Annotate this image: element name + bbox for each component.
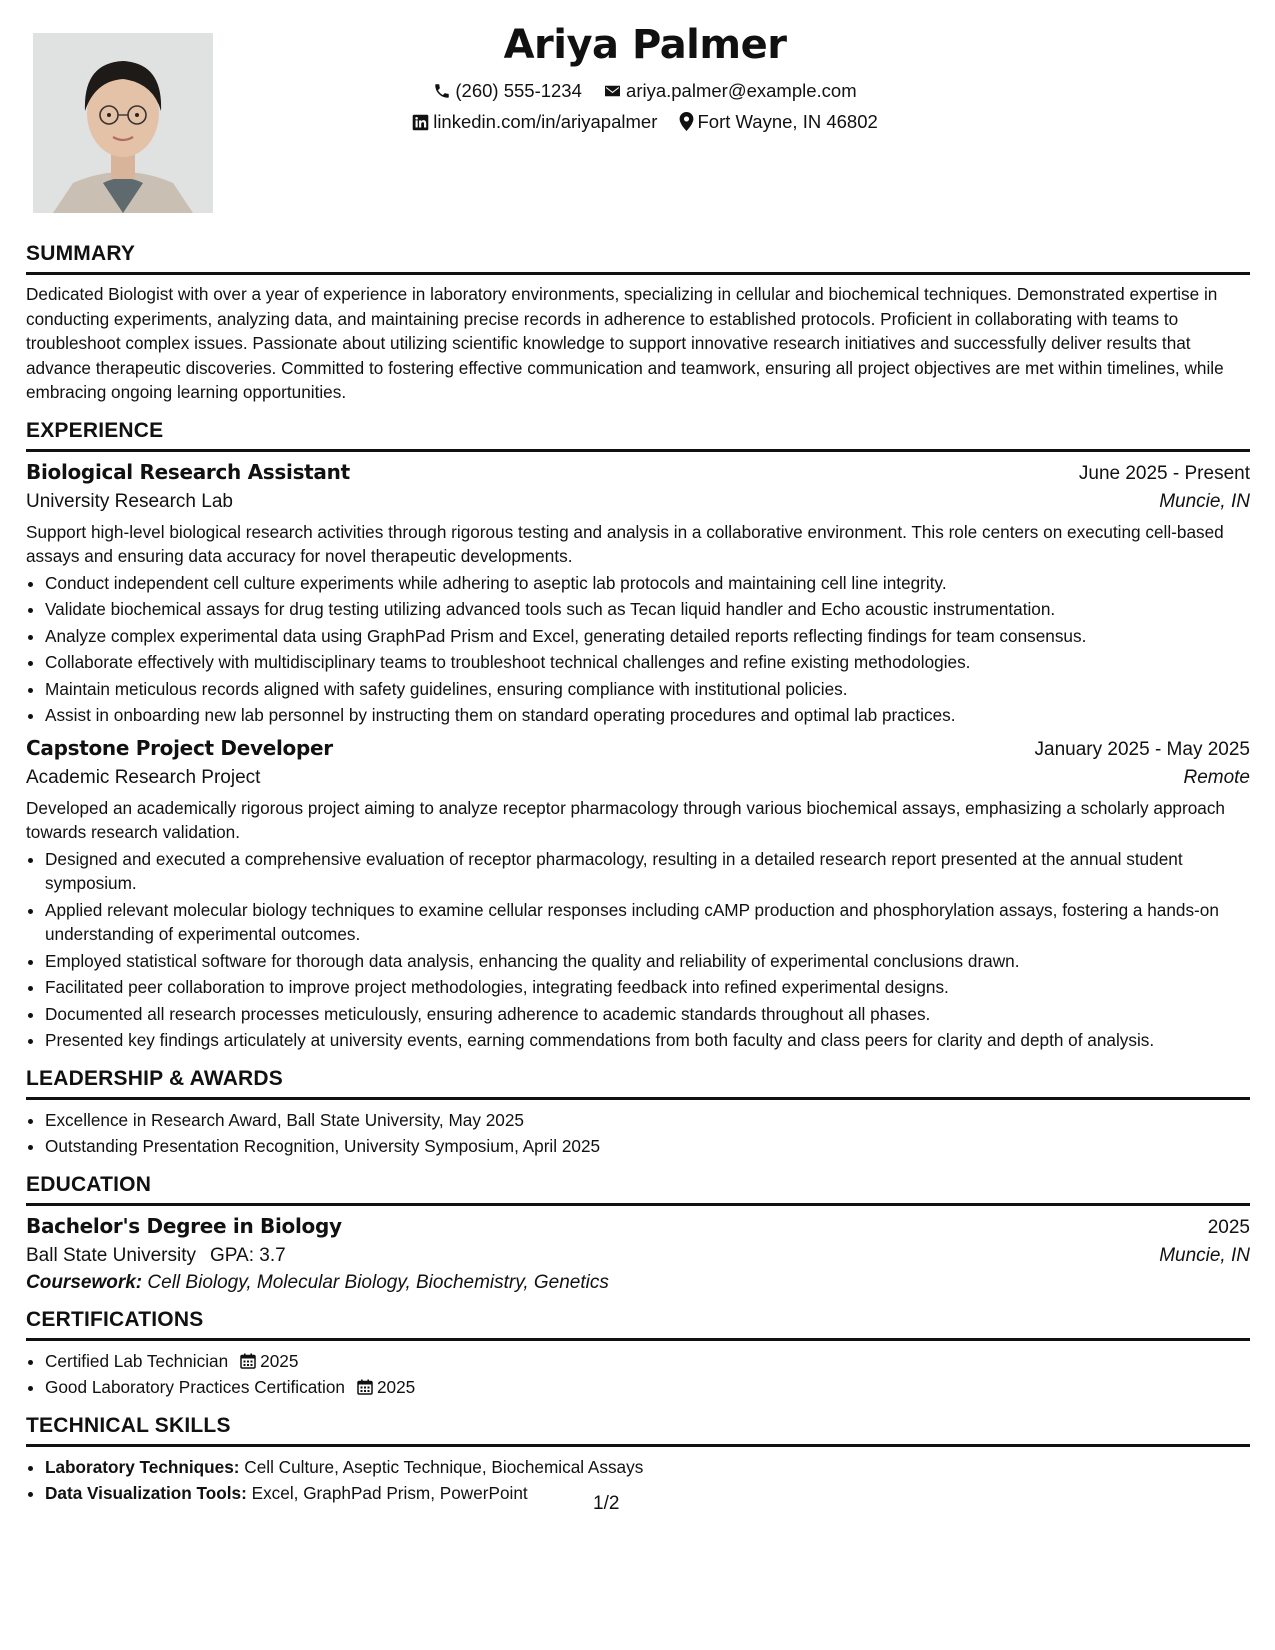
map-pin-icon xyxy=(679,112,694,131)
contact-phone[interactable] xyxy=(433,80,582,102)
summary-text: Dedicated Biologist with over a year of experience in laboratory environments, specializing in cellular and biochemical techniques. Demonstrated expertise in conducting experiments, analyzing data, and maintaining precise records in adherence to established protocols. Proficient in collaborating with teams to troubleshoot complex issues. Passionate about utilizing scientific knowledge to support innovative research initiatives and successfully deliver results that advance therapeutic discoveries. Committed to fostering effective communication and teamwork, ensuring all project objectives are met within timelines, while embracing ongoing learning opportunities. xyxy=(26,284,1224,402)
page-indicator: 1/2 xyxy=(593,1493,620,1514)
job-date: January 2025 - May 2025 xyxy=(1034,738,1250,760)
phone-text: (260) 555-1234 xyxy=(455,80,582,101)
skill-values: Excel, GraphPad Prism, PowerPoint xyxy=(251,1483,528,1503)
job-entry xyxy=(26,736,1250,1053)
job-organization: University Research Lab xyxy=(26,490,233,512)
list-item: • Outstanding Presentation Recognition, University Symposium, April 2025 xyxy=(45,1134,1250,1159)
certification-name: Certified Lab Technician xyxy=(45,1350,229,1371)
school-name: Ball State University xyxy=(26,1244,197,1266)
section-title-skills: TECHNICAL SKILLS xyxy=(26,1414,1250,1447)
job-bullets xyxy=(26,847,1250,1053)
certification-year: 2025 xyxy=(260,1350,299,1371)
list-item: • Conduct independent cell culture experiments while adhering to aseptic lab protocols and maintaining cell line integrity. xyxy=(45,571,1250,596)
contact-location xyxy=(679,111,878,133)
job-organization: Academic Research Project xyxy=(26,766,261,788)
certification-year: 2025 xyxy=(376,1377,416,1397)
section-title-leadership: LEADERSHIP & AWARDS xyxy=(26,1067,1250,1100)
list-item xyxy=(45,1375,1250,1400)
job-date: June 2025 - Present xyxy=(1078,462,1250,484)
coursework xyxy=(26,1272,1250,1294)
skills-list xyxy=(26,1455,1250,1506)
contact-email[interactable] xyxy=(603,80,857,102)
coursework-label: Coursework: xyxy=(26,1271,143,1293)
list-item: • Presented key findings articulately at university events, earning commendations from both faculty and class peers for clarity and depth of analysis. xyxy=(45,1028,1250,1053)
list-item: • Collaborate effectively with multidisciplinary teams to troubleshoot technical challenges and refine existing methodologies. xyxy=(45,650,1250,675)
school-location: Muncie, IN xyxy=(1159,1244,1250,1266)
resume-body xyxy=(26,242,1250,1506)
list-item: • Applied relevant molecular biology techniques to examine cellular responses including cAMP production and phosphorylation assays, fostering a hands-on understanding of experimental outcomes. xyxy=(45,898,1250,947)
phone-icon xyxy=(433,82,451,100)
location-text: Fort Wayne, IN 46802 xyxy=(697,111,878,132)
skill-category: Data Visualization Tools: xyxy=(45,1483,247,1503)
section-title-summary: SUMMARY xyxy=(26,242,1250,275)
job-title: Biological Research Assistant xyxy=(26,459,350,484)
leadership-list xyxy=(26,1108,1250,1159)
list-item xyxy=(45,1481,1250,1506)
contact-linkedin[interactable] xyxy=(412,111,657,133)
job-bullets xyxy=(26,571,1250,728)
list-item: • Designed and executed a comprehensive evaluation of receptor pharmacology, resulting in a detailed research report presented at the annual student symposium. xyxy=(45,847,1250,896)
linkedin-text: linkedin.com/in/ariyapalmer xyxy=(433,111,658,132)
list-item: • Excellence in Research Award, Ball State University, May 2025 xyxy=(45,1108,1250,1133)
job-location: Remote xyxy=(1183,766,1250,788)
list-item: • Maintain meticulous records aligned with safety guidelines, ensuring compliance with institutional policies. xyxy=(45,677,1250,702)
list-item: • Analyze complex experimental data using GraphPad Prism and Excel, generating detailed reports reflecting findings for team consensus. xyxy=(45,624,1250,649)
section-title-education: EDUCATION xyxy=(26,1173,1250,1206)
job-location: Muncie, IN xyxy=(1159,490,1250,512)
resume-header xyxy=(0,0,1275,230)
contact-row-secondary xyxy=(0,111,1275,133)
skill-category: Laboratory Techniques: xyxy=(45,1456,240,1477)
section-title-certifications: CERTIFICATIONS xyxy=(26,1308,1250,1341)
job-description: Developed an academically rigorous project aiming to analyze receptor pharmacology through various biochemical assays, emphasizing a scholarly approach towards research validation. xyxy=(26,797,1225,842)
envelope-icon xyxy=(603,82,622,100)
certifications-list xyxy=(26,1349,1250,1400)
job-entry xyxy=(26,460,1250,728)
list-item: • Validate biochemical assays for drug testing utilizing advanced tools such as Tecan liquid handler and Echo acoustic instrumentation. xyxy=(45,597,1250,622)
section-title-experience: EXPERIENCE xyxy=(26,419,1250,452)
calendar-icon xyxy=(357,1379,373,1395)
graduation-year: 2025 xyxy=(1207,1216,1250,1238)
contact-row-primary xyxy=(0,80,1275,102)
list-item: • Assist in onboarding new lab personnel by instructing them on standard operating procedures and optimal lab practices. xyxy=(45,703,1250,728)
job-description: Support high-level biological research activities through rigorous testing and analysis in a collaborative environment. This role centers on executing cell-based assays and ensuring data accuracy for novel therapeutic developments. xyxy=(26,521,1224,566)
calendar-icon xyxy=(240,1353,256,1369)
list-item: • Facilitated peer collaboration to improve project methodologies, integrating feedback into refined experimental designs. xyxy=(45,975,1250,1000)
certification-name: Good Laboratory Practices Certification xyxy=(45,1377,345,1397)
list-item: • Documented all research processes meticulously, ensuring adherence to academic standards throughout all phases. xyxy=(45,1002,1250,1027)
degree-title: Bachelor's Degree in Biology xyxy=(26,1213,342,1238)
email-text: ariya.palmer@example.com xyxy=(626,80,857,101)
gpa: GPA: 3.7 xyxy=(210,1244,286,1266)
coursework-list: Cell Biology, Molecular Biology, Biochemistry, Genetics xyxy=(147,1271,609,1293)
list-item: • Employed statistical software for thorough data analysis, enhancing the quality and reliability of experimental conclusions drawn. xyxy=(45,949,1250,974)
list-item xyxy=(45,1349,1250,1374)
list-item xyxy=(45,1455,1250,1480)
candidate-name: Ariya Palmer xyxy=(503,22,787,68)
job-title: Capstone Project Developer xyxy=(26,735,333,760)
skill-values: Cell Culture, Aseptic Technique, Biochemical Assays xyxy=(244,1456,644,1477)
linkedin-icon xyxy=(412,114,429,131)
